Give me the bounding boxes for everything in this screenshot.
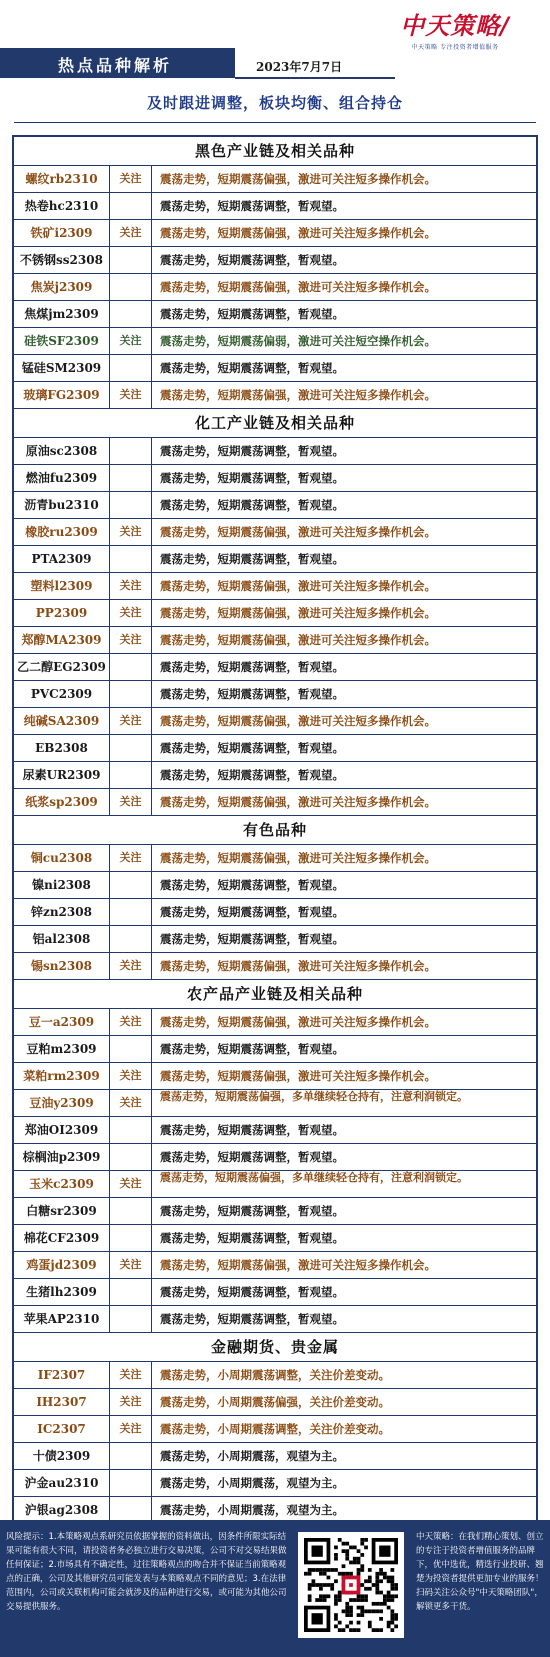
focus-tag: 关注	[110, 845, 152, 871]
focus-tag: 关注	[110, 1252, 152, 1278]
table-row	[14, 845, 536, 872]
table-row	[14, 193, 536, 220]
focus-tag: 关注	[110, 708, 152, 734]
report-subtitle: 及时跟进调整，板块均衡、组合持仓	[146, 94, 403, 112]
focus-tag: 关注	[110, 1389, 152, 1415]
table-row	[14, 465, 536, 492]
contract-name: 锡sn2308	[14, 953, 110, 979]
contract-name: 铝al2308	[14, 926, 110, 952]
strategy-note: 震荡走势，短期震荡调整，暂观望。	[160, 1150, 344, 1164]
strategy-note: 震荡走势，短期震荡偏强，激进可关注短多操作机会。	[160, 851, 436, 865]
strategy-note: 震荡走势，短期震荡偏强，激进可关注短多操作机会。	[160, 579, 436, 593]
contract-name: 乙二醇EG2309	[14, 654, 110, 680]
table-row	[14, 1416, 536, 1443]
table-row	[14, 654, 536, 681]
focus-tag	[110, 1306, 152, 1332]
contract-name: 纸浆sp2309	[14, 789, 110, 815]
contract-name: 豆一a2309	[14, 1009, 110, 1035]
contract-name: 锰硅SM2309	[14, 355, 110, 381]
contract-name: 玉米c2309	[14, 1171, 110, 1197]
table-row	[14, 1306, 536, 1333]
focus-tag: 关注	[110, 1009, 152, 1035]
strategy-note: 震荡走势，小周期震荡，观望为主。	[160, 1476, 344, 1490]
focus-tag: 关注	[110, 789, 152, 815]
focus-tag	[110, 735, 152, 761]
focus-tag: 关注	[110, 519, 152, 545]
contract-name: 镍ni2308	[14, 872, 110, 898]
table-row	[14, 681, 536, 708]
focus-tag	[110, 1225, 152, 1251]
section-header: 农产品产业链及相关品种	[14, 980, 536, 1009]
contract-name: IC2307	[14, 1416, 110, 1442]
focus-tag: 关注	[110, 328, 152, 354]
focus-tag	[110, 247, 152, 273]
contract-name: 纯碱SA2309	[14, 708, 110, 734]
focus-tag: 关注	[110, 220, 152, 246]
report-footer	[0, 1520, 550, 1657]
subtitle-divider	[14, 122, 536, 123]
strategy-note: 震荡走势，短期震荡调整，暂观望。	[160, 199, 344, 213]
strategy-note: 震荡走势，短期震荡调整，暂观望。	[160, 552, 344, 566]
table-row	[14, 953, 536, 980]
contract-name: 原油sc2308	[14, 438, 110, 464]
contract-name: 热卷hc2310	[14, 193, 110, 219]
contract-name: 焦炭j2309	[14, 274, 110, 300]
table-row	[14, 355, 536, 382]
table-row	[14, 1117, 536, 1144]
contract-name: 不锈钢ss2308	[14, 247, 110, 273]
strategy-note: 震荡走势，短期震荡调整，暂观望。	[160, 1123, 344, 1137]
table-row	[14, 328, 536, 355]
risk-disclaimer: 风险提示：1.本策略观点系研究员依据掌握的资料做出，因条件所限实际结果可能有很大不同，请投资者务必独立进行交易决策，公司不对交易结果做任何保证；2.市场具有不确定性，过往策略观点的吻合并不保证当前策略观点的正确，公司及其他研究员可能发表与本策略观点不同的意见；3.在法律范围内，公司或关联机构可能会就涉及的品种进行交易，或可能为其他公司交易提供服务。	[6, 1532, 287, 1612]
contract-name: 郑醇MA2309	[14, 627, 110, 653]
focus-tag	[110, 872, 152, 898]
focus-tag	[110, 301, 152, 327]
contract-name: 白糖sr2309	[14, 1198, 110, 1224]
section-header: 有色品种	[14, 816, 536, 845]
brand-logo	[400, 6, 510, 51]
strategy-note: 震荡走势，短期震荡偏强，激进可关注短多操作机会。	[160, 633, 436, 647]
contract-name: 塑料l2309	[14, 573, 110, 599]
contract-name: 燃油fu2309	[14, 465, 110, 491]
table-row	[14, 627, 536, 654]
table-row	[14, 899, 536, 926]
contract-name: 郑油OI2309	[14, 1117, 110, 1143]
strategy-note: 震荡走势，短期震荡调整，暂观望。	[160, 768, 344, 782]
strategy-note: 震荡走势，短期震荡调整，暂观望。	[160, 1312, 344, 1326]
focus-tag: 关注	[110, 953, 152, 979]
strategy-note: 震荡走势，短期震荡调整，暂观望。	[160, 498, 344, 512]
strategy-note: 震荡走势，短期震荡偏强，激进可关注短多操作机会。	[160, 172, 436, 186]
strategy-note: 震荡走势，短期震荡调整，暂观望。	[160, 687, 344, 701]
strategy-note: 震荡走势，短期震荡偏强，激进可关注短多操作机会。	[160, 795, 436, 809]
contract-name: 沪金au2310	[14, 1470, 110, 1496]
strategy-note: 震荡走势，小周期震荡偏强，关注价差变动。	[160, 1395, 390, 1409]
table-row	[14, 1063, 536, 1090]
commodity-table	[12, 135, 538, 1526]
focus-tag: 关注	[110, 382, 152, 408]
strategy-note: 震荡走势，短期震荡调整，暂观望。	[160, 307, 344, 321]
table-row	[14, 926, 536, 953]
contract-name: 苹果AP2310	[14, 1306, 110, 1332]
focus-tag	[110, 899, 152, 925]
contract-name: 十债2309	[14, 1443, 110, 1469]
focus-tag	[110, 1279, 152, 1305]
strategy-note: 震荡走势，短期震荡调整，暂观望。	[160, 741, 344, 755]
contract-name: PVC2309	[14, 681, 110, 707]
table-row	[14, 1036, 536, 1063]
strategy-note: 震荡走势，短期震荡偏强，激进可关注短多操作机会。	[160, 714, 436, 728]
contract-name: IH2307	[14, 1389, 110, 1415]
strategy-note: 震荡走势，小周期震荡，观望为主。	[160, 1503, 344, 1517]
focus-tag	[110, 465, 152, 491]
focus-tag: 关注	[110, 1090, 152, 1116]
contract-name: PTA2309	[14, 546, 110, 572]
table-row	[14, 1009, 536, 1036]
strategy-note: 震荡走势，短期震荡偏强，激进可关注短多操作机会。	[160, 959, 436, 973]
strategy-note: 震荡走势，短期震荡调整，暂观望。	[160, 444, 344, 458]
strategy-note: 震荡走势，短期震荡偏强，激进可关注短多操作机会。	[160, 525, 436, 539]
focus-tag: 关注	[110, 600, 152, 626]
contract-name: 豆油y2309	[14, 1090, 110, 1116]
date-underline	[235, 77, 395, 79]
contract-name: IF2307	[14, 1362, 110, 1388]
strategy-note: 震荡走势，短期震荡偏强，激进可关注短多操作机会。	[160, 1015, 436, 1029]
table-row	[14, 301, 536, 328]
contract-name: 菜粕rm2309	[14, 1063, 110, 1089]
strategy-note: 震荡走势，短期震荡偏强，激进可关注短多操作机会。	[160, 388, 436, 402]
strategy-note: 震荡走势，短期震荡偏强，多单继续轻仓持有，注意利润锁定。	[160, 1171, 468, 1184]
contract-name: 沪银ag2308	[14, 1497, 110, 1524]
focus-tag	[110, 546, 152, 572]
focus-tag: 关注	[110, 1416, 152, 1442]
table-row	[14, 1279, 536, 1306]
focus-tag	[110, 926, 152, 952]
contract-name: 铜cu2308	[14, 845, 110, 871]
report-header	[0, 0, 550, 80]
strategy-note: 震荡走势，短期震荡调整，暂观望。	[160, 878, 344, 892]
strategy-note: 震荡走势，短期震荡调整，暂观望。	[160, 905, 344, 919]
table-row	[14, 1252, 536, 1279]
table-row	[14, 708, 536, 735]
focus-tag: 关注	[110, 1063, 152, 1089]
strategy-note: 震荡走势，小周期震荡调整，关注价差变动。	[160, 1422, 390, 1436]
focus-tag: 关注	[110, 627, 152, 653]
table-row	[14, 220, 536, 247]
about-text: 中天策略：在我们精心策划、创立的专注于投资者增值服务的品牌下，优中选优，精选行业投研、翘楚为投资者提供更加专业的服务！扫码关注公众号"中天策略团队"，解锁更多干货。	[416, 1532, 544, 1612]
contract-name: 鸡蛋jd2309	[14, 1252, 110, 1278]
table-row	[14, 789, 536, 816]
table-row	[14, 600, 536, 627]
contract-name: 硅铁SF2309	[14, 328, 110, 354]
strategy-note: 震荡走势，短期震荡调整，暂观望。	[160, 1042, 344, 1056]
focus-tag	[110, 1036, 152, 1062]
strategy-note: 震荡走势，小周期震荡调整，关注价差变动。	[160, 1368, 390, 1382]
table-row	[14, 735, 536, 762]
strategy-note: 震荡走势，短期震荡偏强，激进可关注短多操作机会。	[160, 226, 436, 240]
strategy-note: 震荡走势，短期震荡调整，暂观望。	[160, 471, 344, 485]
section-header: 化工产业链及相关品种	[14, 409, 536, 438]
table-row	[14, 1362, 536, 1389]
logo-wordmark: 中天策略/	[400, 12, 510, 40]
table-row	[14, 546, 536, 573]
strategy-note: 震荡走势，短期震荡调整，暂观望。	[160, 660, 344, 674]
strategy-note: 震荡走势，短期震荡调整，暂观望。	[160, 1285, 344, 1299]
table-row	[14, 274, 536, 301]
table-row	[14, 519, 536, 546]
contract-name: 棕榈油p2309	[14, 1144, 110, 1170]
table-row	[14, 247, 536, 274]
table-row	[14, 166, 536, 193]
strategy-note: 震荡走势，短期震荡偏强，激进可关注短多操作机会。	[160, 1069, 436, 1083]
qr-code-icon	[304, 1538, 398, 1632]
strategy-note: 震荡走势，短期震荡偏强，激进可关注短多操作机会。	[160, 280, 436, 294]
strategy-note: 震荡走势，短期震荡调整，暂观望。	[160, 932, 344, 946]
contract-name: 尿素UR2309	[14, 762, 110, 788]
focus-tag	[110, 274, 152, 300]
table-row	[14, 762, 536, 789]
contract-name: PP2309	[14, 600, 110, 626]
table-row	[14, 1171, 536, 1198]
table-row	[14, 573, 536, 600]
focus-tag	[110, 1470, 152, 1496]
focus-tag	[110, 438, 152, 464]
table-row	[14, 872, 536, 899]
contract-name: 铁矿i2309	[14, 220, 110, 246]
contract-name: 沥青bu2310	[14, 492, 110, 518]
contract-name: 玻璃FG2309	[14, 382, 110, 408]
table-row	[14, 1225, 536, 1252]
report-title: 热点品种解析	[58, 56, 173, 75]
focus-tag	[110, 1117, 152, 1143]
contract-name: 棉花CF2309	[14, 1225, 110, 1251]
focus-tag	[110, 1144, 152, 1170]
qr-code	[298, 1532, 404, 1638]
contract-name: 锌zn2308	[14, 899, 110, 925]
section-header: 金融期货、贵金属	[14, 1333, 536, 1362]
strategy-note: 震荡走势，短期震荡偏弱，激进可关注短空操作机会。	[160, 334, 436, 348]
focus-tag	[110, 654, 152, 680]
contract-name: 螺纹rb2310	[14, 166, 110, 192]
logo-tagline: 中天策略 专注投资者增值服务	[411, 44, 499, 51]
strategy-note: 震荡走势，短期震荡调整，暂观望。	[160, 253, 344, 267]
contract-name: 橡胶ru2309	[14, 519, 110, 545]
focus-tag	[110, 492, 152, 518]
table-row	[14, 492, 536, 519]
table-row	[14, 382, 536, 409]
report-title-bar	[0, 48, 235, 78]
strategy-note: 震荡走势，短期震荡偏强，激进可关注短多操作机会。	[160, 1258, 436, 1272]
strategy-note: 震荡走势，短期震荡调整，暂观望。	[160, 1204, 344, 1218]
focus-tag	[110, 1443, 152, 1469]
table-row	[14, 438, 536, 465]
contract-name: EB2308	[14, 735, 110, 761]
focus-tag: 关注	[110, 166, 152, 192]
contract-name: 生猪lh2309	[14, 1279, 110, 1305]
table-row	[14, 1144, 536, 1171]
focus-tag	[110, 193, 152, 219]
table-row	[14, 1443, 536, 1470]
strategy-note: 震荡走势，短期震荡偏强，多单继续轻仓持有，注意利润锁定。	[160, 1090, 468, 1103]
contract-name: 焦煤jm2309	[14, 301, 110, 327]
contract-name: 豆粕m2309	[14, 1036, 110, 1062]
focus-tag	[110, 1198, 152, 1224]
focus-tag: 关注	[110, 1171, 152, 1197]
table-row	[14, 1198, 536, 1225]
focus-tag: 关注	[110, 573, 152, 599]
section-header: 黑色产业链及相关品种	[14, 137, 536, 166]
table-row	[14, 1090, 536, 1117]
focus-tag	[110, 355, 152, 381]
focus-tag	[110, 762, 152, 788]
strategy-note: 震荡走势，小周期震荡，观望为主。	[160, 1449, 344, 1463]
strategy-note: 震荡走势，短期震荡调整，暂观望。	[160, 361, 344, 375]
table-row	[14, 1389, 536, 1416]
report-date: 2023年7月7日	[256, 60, 343, 74]
strategy-note: 震荡走势，短期震荡偏强，激进可关注短多操作机会。	[160, 606, 436, 620]
focus-tag	[110, 681, 152, 707]
focus-tag: 关注	[110, 1362, 152, 1388]
strategy-note: 震荡走势，短期震荡调整，暂观望。	[160, 1231, 344, 1245]
table-row	[14, 1470, 536, 1497]
